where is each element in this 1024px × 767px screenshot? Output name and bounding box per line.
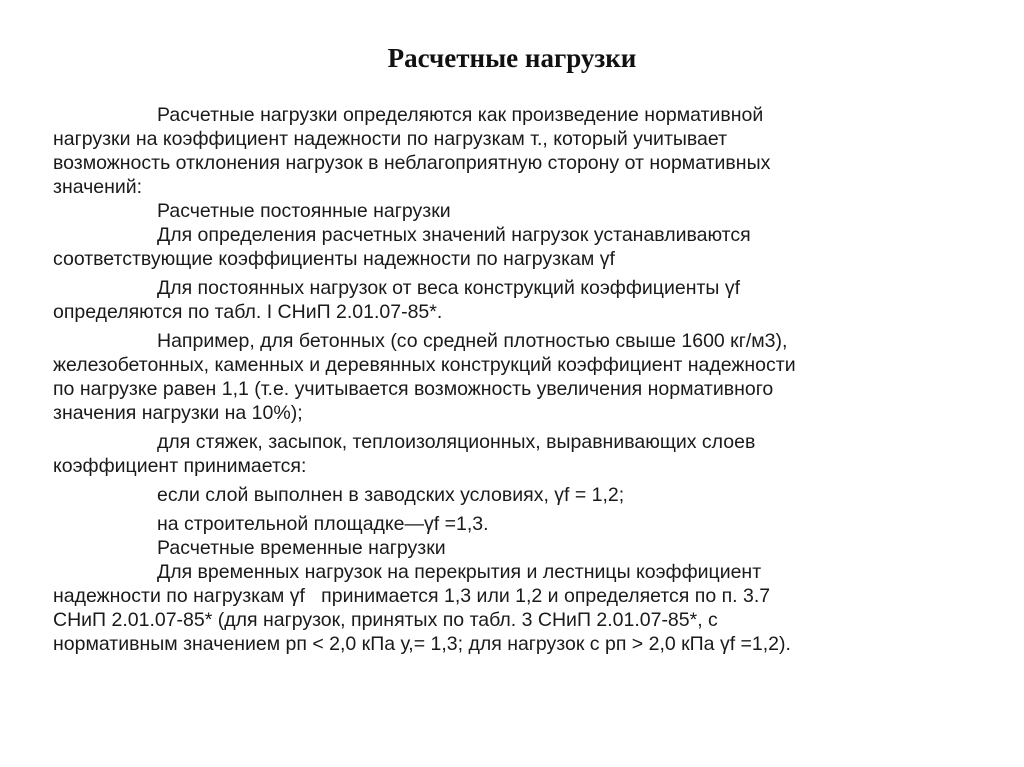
- subheading-permanent-loads: Расчетные постоянные нагрузки: [157, 200, 451, 222]
- paragraph-line: железобетонных, каменных и деревянных конструкций коэффициент надежности: [53, 354, 796, 376]
- paragraph-line: Для временных нагрузок на перекрытия и лестницы коэффициент: [157, 561, 762, 583]
- paragraph-line: Для определения расчетных значений нагрузок устанавливаются: [157, 224, 751, 246]
- subheading-temporary-loads: Расчетные временные нагрузки: [157, 537, 446, 559]
- paragraph-line: нагрузки на коэффициент надежности по нагрузкам т., который учитывает: [53, 128, 728, 150]
- paragraph-line: для стяжек, засыпок, теплоизоляционных, выравнивающих слоев: [157, 431, 756, 453]
- paragraph-line: нормативным значением рп < 2,0 кПа у,= 1,3; для нагрузок с рп > 2,0 кПа γf =1,2).: [53, 633, 791, 655]
- paragraph-line: значения нагрузки на 10%);: [53, 402, 303, 424]
- paragraph-line: на строительной площадке—γf =1,3.: [157, 513, 489, 535]
- paragraph-line: коэффициент принимается:: [53, 455, 307, 477]
- paragraph-line: соответствующие коэффициенты надежности по нагрузкам γf: [53, 248, 615, 270]
- paragraph-line: Например, для бетонных (со средней плотностью свыше 1600 кг/м3),: [157, 330, 788, 352]
- slide-title: Расчетные нагрузки: [387, 43, 637, 73]
- paragraph-line: Для постоянных нагрузок от веса конструкций коэффициенты γf: [157, 277, 740, 299]
- paragraph-line: определяются по табл. I СНиП 2.01.07-85*.: [53, 301, 443, 323]
- paragraph-line: значений:: [53, 176, 143, 198]
- paragraph-line: надежности по нагрузкам γf принимается 1,3 или 1,2 и определяется по п. 3.7: [53, 585, 771, 607]
- paragraph-line: Расчетные нагрузки определяются как произведение нормативной: [157, 104, 764, 126]
- paragraph-line: СНиП 2.01.07-85* (для нагрузок, принятых по табл. 3 СНиП 2.01.07-85*, с: [53, 609, 718, 631]
- slide-body-text: [53, 103, 973, 656]
- paragraph-line: возможность отклонения нагрузок в неблагоприятную сторону от нормативных: [53, 152, 771, 174]
- paragraph-line: по нагрузке равен 1,1 (т.е. учитывается возможность увеличения нормативного: [53, 378, 774, 400]
- paragraph-line: если слой выполнен в заводских условиях, γf = 1,2;: [157, 484, 625, 506]
